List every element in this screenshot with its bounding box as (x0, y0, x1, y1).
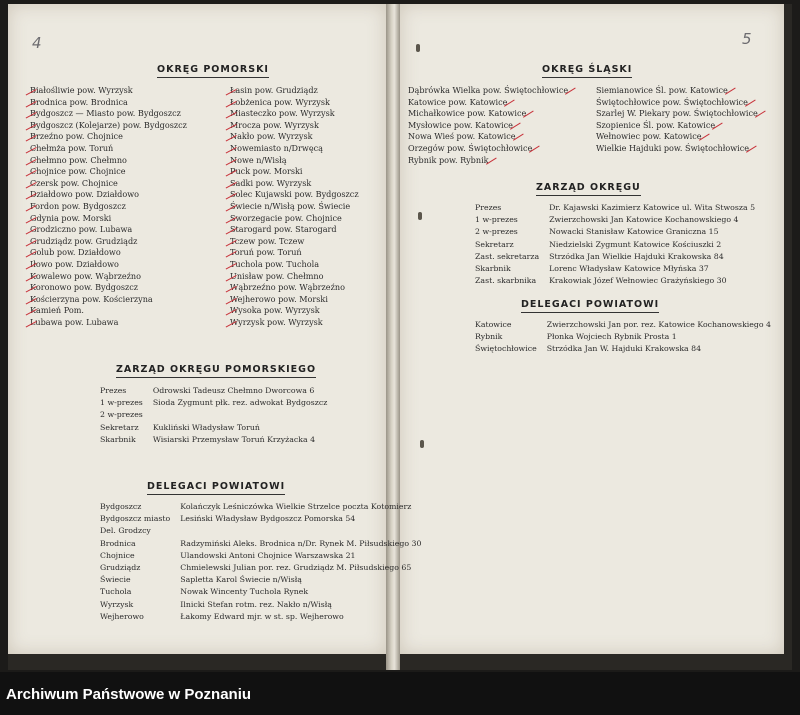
archive-footer (0, 672, 800, 715)
town-label: Puck pow. Morski (230, 166, 303, 177)
town-item (408, 155, 568, 167)
town-label: Golub pow. Działdowo (30, 247, 121, 258)
town-label: Świecie n/Wisłą pow. Świecie (230, 200, 351, 211)
table-row (100, 386, 327, 398)
town-label: Białośliwie pow. Wyrzysk (30, 85, 133, 95)
table-row (475, 332, 771, 344)
table-row (100, 551, 421, 563)
town-label: Szopienice Śl. pow. Katowice (596, 119, 716, 130)
town-label: Grudziądz pow. Grudziądz (30, 235, 138, 246)
town-item (30, 85, 187, 97)
role-cell: Skarbnik (100, 434, 136, 444)
town-label: Wysoka pow. Wyrzysk (230, 305, 320, 316)
town-item (230, 213, 359, 225)
role-cell: Brodnica (100, 538, 136, 548)
person-cell: Płonka Wojciech Rybnik Prosta 1 (546, 332, 677, 342)
role-cell: Rybnik (475, 332, 503, 342)
town-label: Siemianowice Śl. pow. Katowice (596, 85, 728, 95)
person-cell: Sioda Zygmunt płk. rez. adwokat Bydgoszcz (152, 398, 328, 408)
binding-hole (416, 44, 420, 52)
town-item (30, 155, 187, 167)
table-row (100, 410, 327, 422)
town-item (596, 97, 758, 109)
town-label: Tczew pow. Tczew (230, 235, 305, 246)
town-item (230, 166, 359, 178)
town-item (596, 85, 758, 97)
town-label: Bydgoszcz (Kolejarze) pow. Bydgoszcz (30, 119, 187, 130)
role-cell: Bydgoszcz (100, 502, 142, 511)
town-label: Brzeźno pow. Chojnice (30, 131, 123, 142)
town-item (230, 108, 359, 120)
role-cell: Zast. skarbnika (475, 276, 537, 286)
table-row (100, 612, 421, 624)
binding-hole (420, 440, 424, 448)
person-cell: Nowak Wincenty Tuchola Rynek (180, 587, 309, 597)
role-cell: Del. Grodzcy (100, 526, 151, 536)
town-label: Orzegów pow. Świętochłowice (408, 142, 533, 153)
town-label: Sworzegacie pow. Chojnice (230, 212, 342, 223)
table-row (475, 252, 755, 264)
table-row (100, 563, 421, 575)
person-cell: Strzódka Jan Wielkie Hajduki Krakowska 84 (549, 251, 724, 261)
town-item (230, 259, 359, 271)
town-item (230, 224, 359, 236)
town-label: Chojnice pow. Chojnice (30, 166, 126, 177)
town-label: Świętochłowice pow. Świętochłowice (596, 96, 748, 107)
town-item (30, 131, 187, 143)
delegaci-slaski-table (475, 320, 771, 357)
town-label: Działdowo pow. Działdowo (30, 189, 140, 200)
town-item (30, 247, 187, 259)
town-label: Solec Kujawski pow. Bydgoszcz (230, 189, 359, 200)
town-item (30, 201, 187, 213)
role-cell: Sekretarz (475, 239, 514, 249)
town-item (596, 143, 758, 155)
town-item (230, 317, 359, 329)
town-label: Katowice pow. Katowice (408, 96, 508, 107)
town-item (408, 97, 568, 109)
role-cell: Zast. sekretarza (475, 251, 540, 261)
slaski-towns-col1 (408, 85, 568, 166)
town-label: Mrocza pow. Wyrzysk (230, 119, 319, 130)
table-row (100, 502, 421, 514)
town-item (408, 131, 568, 143)
town-label: Nowa Wieś pow. Katowice (408, 131, 516, 142)
table-row (100, 398, 327, 410)
person-cell: Radzymiński Aleks. Brodnica n/Dr. Rynek M. Piłsudskiego 30 (180, 538, 422, 548)
person-cell (180, 526, 421, 538)
table-row (100, 600, 421, 612)
town-item (30, 317, 187, 329)
town-item (230, 305, 359, 317)
person-cell: Sapletta Karol Świecie n/Wisłą (180, 575, 302, 585)
role-cell: Skarbnik (475, 263, 511, 273)
person-cell: Lorenc Władysław Katowice Młyńska 37 (549, 263, 709, 273)
person-cell: Zwierzchowski Jan Katowice Kochanowskiego 4 (549, 215, 739, 225)
town-item (230, 120, 359, 132)
table-row (475, 203, 755, 215)
town-item (30, 271, 187, 283)
role-cell: Prezes (100, 386, 127, 395)
table-row (475, 227, 755, 239)
role-cell: Tuchola (100, 587, 132, 597)
person-cell: Zwierzchowski Jan por. rez. Katowice Kochanowskiego 4 (546, 320, 772, 329)
town-item (30, 213, 187, 225)
town-label: Kościerzyna pow. Kościerzyna (30, 293, 153, 304)
person-cell: Odrowski Tadeusz Chełmno Dworcowa 6 (152, 386, 315, 395)
town-item (30, 259, 187, 271)
slaski-towns-col2 (596, 85, 758, 155)
town-label: Chełmża pow. Toruń (30, 142, 114, 153)
town-label: Wełnowiec pow. Katowice (596, 131, 702, 142)
zarzad-pomorski-table (100, 386, 327, 447)
town-label: Michałkowice pow. Katowice (408, 108, 527, 119)
town-item (408, 143, 568, 155)
person-cell: Łakomy Edward mjr. w st. sp. Wejherowo (180, 611, 344, 621)
town-item (30, 143, 187, 155)
town-label: Brodnica pow. Brodnica (30, 96, 128, 107)
town-item (408, 120, 568, 132)
town-label: Wyrzysk pow. Wyrzysk (230, 316, 323, 327)
town-label: Kowalewo pow. Wąbrzeźno (30, 270, 141, 281)
town-label: Wielkie Hajduki pow. Świętochłowice (596, 142, 750, 153)
town-label: Czersk pow. Chojnice (30, 177, 118, 188)
table-row (100, 539, 421, 551)
person-cell: Ilnicki Stefan rotm. rez. Nakło n/Wisłą (180, 599, 332, 609)
person-cell: Strzódka Jan W. Hajduki Krakowska 84 (546, 344, 702, 354)
town-item (230, 143, 359, 155)
person-cell: Kukliński Władysław Toruń (152, 422, 260, 432)
town-item (408, 85, 568, 97)
town-item (30, 305, 187, 317)
town-label: Gdynia pow. Morski (30, 212, 112, 223)
table-row (475, 264, 755, 276)
town-label: Fordon pow. Bydgoszcz (30, 200, 126, 211)
table-row (100, 587, 421, 599)
town-label: Szarlej W. Piekary pow. Świętochłowice (596, 108, 758, 119)
person-cell: Chmielewski Julian por. rez. Grudziądz M. Piłsudskiego 65 (180, 562, 412, 572)
table-row (475, 344, 771, 356)
town-item (30, 166, 187, 178)
okreg-slaski-heading: OKRĘG ŚLĄSKI (542, 64, 633, 75)
town-label: Koronowo pow. Bydgoszcz (30, 282, 139, 293)
town-label: Sadki pow. Wyrzysk (230, 177, 312, 188)
town-item (408, 108, 568, 120)
town-label: Łobżenica pow. Wyrzysk (230, 96, 330, 107)
page-number-right: 5 (742, 30, 752, 48)
town-label: Starogard pow. Starogard (230, 224, 337, 235)
role-cell: 1 w-prezes (475, 215, 518, 225)
town-label: Nowemiasto n/Drwęcą (230, 142, 323, 153)
person-cell: Nowacki Stanisław Katowice Graniczna 15 (549, 227, 719, 237)
role-cell: Grudziądz (100, 562, 141, 572)
town-item (230, 282, 359, 294)
role-cell: Chojnice (100, 550, 135, 560)
table-row (475, 320, 771, 332)
town-label: Tuchola pow. Tuchola (230, 258, 320, 269)
town-label: Nowe n/Wisłą (230, 154, 287, 165)
table-row (475, 276, 755, 288)
town-item (596, 108, 758, 120)
okreg-pomorski-heading: OKRĘG POMORSKI (157, 64, 269, 75)
archive-footer-label: Archiwum Państwowe w Poznaniu (6, 686, 252, 703)
delegaci-slaski-heading: DELEGACI POWIATOWI (521, 299, 660, 310)
table-row (475, 215, 755, 227)
table-row (475, 240, 755, 252)
role-cell: Świecie (100, 575, 131, 585)
table-row (100, 575, 421, 587)
town-label: Nakło pow. Wyrzysk (230, 131, 313, 142)
delegaci-pomorski-heading: DELEGACI POWIATOWI (147, 481, 286, 492)
town-label: Grodziczno pow. Lubawa (30, 224, 133, 235)
pomorski-towns-col2 (230, 85, 359, 328)
town-item (230, 155, 359, 167)
town-label: Toruń pow. Toruń (230, 247, 302, 258)
role-cell: Bydgoszcz miasto (100, 514, 171, 524)
town-item (30, 178, 187, 190)
town-item (30, 224, 187, 236)
town-label: Wejherowo pow. Morski (230, 293, 328, 304)
page-number-left: 4 (32, 34, 42, 52)
role-cell: 2 w-prezes (100, 410, 143, 420)
town-label: Rybnik pow. Rybnik (408, 154, 489, 165)
person-cell: Dr. Kajawski Kazimierz Katowice ul. Wita Stwosza 5 (549, 203, 756, 212)
binding-hole (418, 212, 422, 220)
town-item (30, 189, 187, 201)
town-item (230, 236, 359, 248)
town-item (230, 294, 359, 306)
person-cell: Krakowiak Józef Wełnowiec Grażyńskiego 30 (549, 276, 727, 286)
town-label: Kamień Pom. (30, 305, 84, 316)
town-item (230, 201, 359, 213)
person-cell: Kolańczyk Leśniczówka Wielkie Strzelce poczta Kotomierz (180, 502, 412, 511)
role-cell: Sekretarz (100, 422, 139, 432)
role-cell: Świętochłowice (475, 344, 537, 354)
town-label: Lubawa pow. Lubawa (30, 316, 119, 327)
town-item (596, 131, 758, 143)
town-item (230, 85, 359, 97)
town-item (230, 131, 359, 143)
role-cell: 2 w-prezes (475, 227, 518, 237)
role-cell: Wejherowo (100, 611, 144, 621)
zarzad-pomorski-heading: ZARZĄD OKRĘGU POMORSKIEGO (116, 364, 317, 375)
town-item (230, 247, 359, 259)
town-item (30, 120, 187, 132)
zarzad-slaski-heading: ZARZĄD OKRĘGU (536, 182, 641, 193)
delegaci-pomorski-table (100, 502, 421, 624)
table-row (100, 435, 327, 447)
town-item (30, 236, 187, 248)
zarzad-slaski-table (475, 203, 755, 288)
town-label: Mysłowice pow. Katowice (408, 119, 513, 130)
table-row (100, 514, 421, 526)
town-item (30, 97, 187, 109)
town-item (230, 271, 359, 283)
town-item (230, 189, 359, 201)
town-label: Łasin pow. Grudziądz (230, 85, 318, 95)
person-cell: Niedzielski Zygmunt Katowice Kościuszki 2 (549, 239, 722, 249)
role-cell: Wyrzysk (100, 599, 134, 609)
town-item (30, 108, 187, 120)
town-item (230, 97, 359, 109)
role-cell: 1 w-prezes (100, 398, 143, 408)
town-item (230, 178, 359, 190)
town-item (30, 282, 187, 294)
town-item (596, 120, 758, 132)
town-label: Bydgoszcz — Miasto pow. Bydgoszcz (30, 108, 181, 119)
role-cell: Katowice (475, 320, 512, 329)
town-label: Dąbrówka Wielka pow. Świętochłowice (408, 85, 569, 95)
person-cell (153, 410, 328, 422)
town-label: Miasteczko pow. Wyrzysk (230, 108, 335, 119)
town-label: Unisław pow. Chełmno (230, 270, 324, 281)
person-cell: Wisiarski Przemysław Toruń Krzyżacka 4 (152, 434, 316, 444)
town-label: Wąbrzeźno pow. Wąbrzeźno (230, 282, 345, 293)
person-cell: Ulandowski Antoni Chojnice Warszawska 21 (180, 550, 356, 560)
table-row (100, 526, 421, 538)
person-cell: Lesiński Władysław Bydgoszcz Pomorska 54 (180, 514, 356, 524)
town-label: Chełmno pow. Chełmno (30, 154, 127, 165)
town-item (30, 294, 187, 306)
role-cell: Prezes (475, 203, 502, 212)
town-label: Iłowo pow. Działdowo (30, 258, 119, 269)
table-row (100, 423, 327, 435)
pomorski-towns-col1 (30, 85, 187, 328)
